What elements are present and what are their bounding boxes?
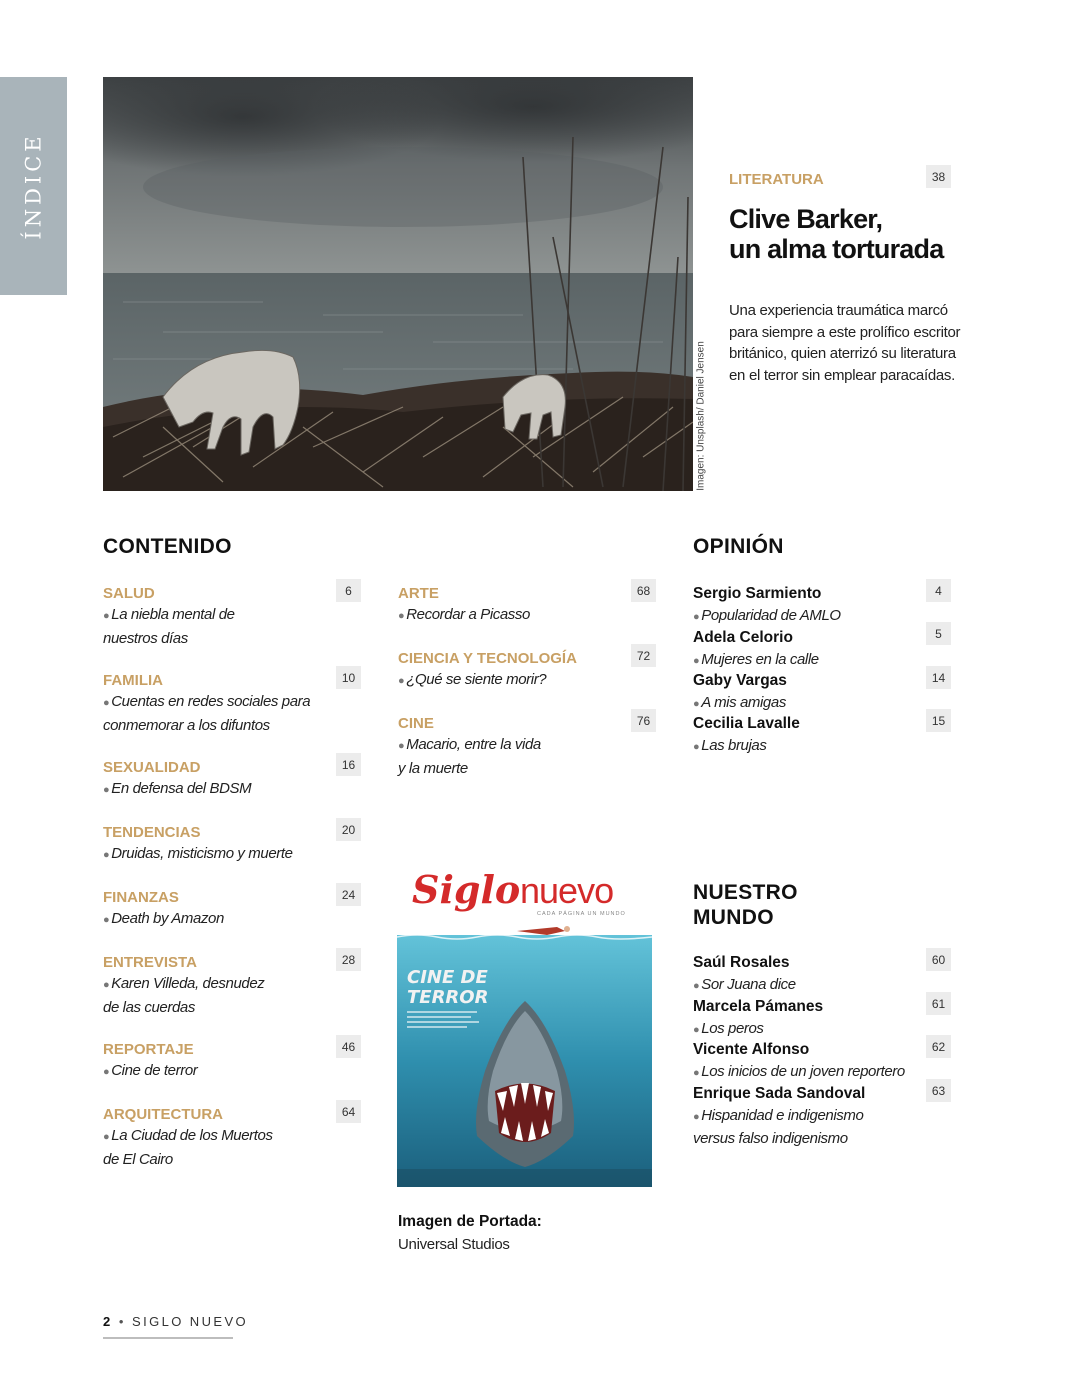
feature-page-number: 38 (926, 165, 951, 188)
author-name: Marcela Pámanes (693, 998, 824, 1015)
cover-headline-line1: CINE DE (407, 967, 488, 988)
toc-page-number: 72 (631, 644, 656, 667)
feature-description: Una experiencia traumática marcó para siempre a este prolífico escritor británico, quien aterrizó su literatura en el terror sin emplear paracaídas. (729, 302, 961, 385)
toc-page-number: 20 (336, 818, 361, 841)
toc-entry[interactable]: SALUD ● La niebla mental de nuestros días (103, 583, 323, 650)
toc-article-title: ● La niebla mental de (103, 606, 235, 623)
nuestro-mundo-page-number: 62 (926, 1035, 951, 1058)
footer-page-number: 2 (103, 1314, 111, 1329)
column-title: ● Hispanidad e indigenismo (693, 1106, 864, 1124)
contenido-heading: CONTENIDO (103, 535, 232, 558)
toc-category: FINANZAS (103, 889, 179, 906)
toc-article-title: ● Karen Villeda, desnudez (103, 975, 265, 992)
column-title: ● Popularidad de AMLO (693, 606, 841, 624)
hero-image-credit: Imagen: Unsplash/ Daniel Jensen (695, 341, 707, 491)
opinion-page-number: 14 (926, 666, 951, 689)
column-title: ● A mis amigas (693, 693, 786, 711)
page-footer (103, 1314, 248, 1329)
toc-category: SALUD (103, 585, 155, 602)
nuestro-mundo-entry[interactable] (693, 952, 923, 997)
toc-article-title: ● Cine de terror (103, 1062, 198, 1079)
toc-article-title: ● Recordar a Picasso (398, 606, 530, 623)
toc-entry[interactable]: FAMILIA ● Cuentas en redes sociales para conmemorar a los difuntos (103, 670, 333, 737)
toc-page-number: 68 (631, 579, 656, 602)
toc-article-title: ● La Ciudad de los Muertos (103, 1127, 273, 1144)
opinion-entry[interactable] (693, 627, 918, 672)
toc-entry[interactable] (398, 648, 628, 693)
opinion-entry[interactable] (693, 713, 918, 758)
toc-category: SEXUALIDAD (103, 759, 201, 776)
toc-entry[interactable] (103, 1039, 333, 1084)
nuestro-mundo-heading: NUESTRO MUNDO (693, 881, 798, 929)
author-name: Saúl Rosales (693, 954, 790, 971)
toc-category: ARTE (398, 585, 439, 602)
column-title: ● Los peros (693, 1019, 764, 1037)
toc-entry[interactable]: ENTREVISTA ● Karen Villeda, desnudez de las cuerdas (103, 952, 333, 1019)
feature-section-label: LITERATURA (729, 171, 824, 188)
cover-logo-word1: Siglo (412, 867, 521, 912)
opinion-heading: OPINIÓN (693, 535, 784, 558)
cover-image[interactable] (397, 861, 652, 1187)
author-name: Adela Celorio (693, 629, 793, 646)
toc-category: FAMILIA (103, 672, 163, 689)
nuestro-mundo-page-number: 60 (926, 948, 951, 971)
toc-page-number: 64 (336, 1100, 361, 1123)
hero-image (103, 77, 693, 491)
feature-title: Clive Barker, un alma torturada (729, 204, 944, 264)
toc-article-title: ● Death by Amazon (103, 910, 224, 927)
author-name: Sergio Sarmiento (693, 585, 822, 602)
nuestro-mundo-entry[interactable] (693, 1039, 923, 1084)
cover-logo-word2: nuevo (520, 870, 614, 911)
opinion-entry[interactable] (693, 583, 918, 628)
author-name: Vicente Alfonso (693, 1041, 810, 1058)
footer-separator: • (118, 1314, 124, 1329)
toc-category: REPORTAJE (103, 1041, 194, 1058)
toc-article-title: ● Druidas, misticismo y muerte (103, 845, 293, 862)
toc-article-title: ● Macario, entre la vida (398, 736, 541, 753)
footer-divider (103, 1337, 233, 1339)
opinion-page-number: 4 (926, 579, 951, 602)
column-title: ● Los inicios de un joven reportero (693, 1062, 905, 1080)
toc-category: ENTREVISTA (103, 954, 197, 971)
toc-entry[interactable] (103, 887, 333, 932)
toc-page-number: 24 (336, 883, 361, 906)
toc-entry[interactable] (398, 583, 628, 628)
toc-entry[interactable]: ARQUITECTURA ● La Ciudad de los Muertos de El Cairo (103, 1104, 333, 1171)
column-title: ● Sor Juana dice (693, 975, 796, 993)
nuestro-mundo-page-number: 61 (926, 992, 951, 1015)
toc-page-number: 10 (336, 666, 361, 689)
author-name: Enrique Sada Sandoval (693, 1085, 866, 1102)
opinion-entry[interactable] (693, 670, 918, 715)
toc-page-number: 28 (336, 948, 361, 971)
author-name: Cecilia Lavalle (693, 715, 800, 732)
toc-category: CINE (398, 715, 434, 732)
toc-entry[interactable] (103, 757, 333, 802)
cover-headline-line2: TERROR (407, 987, 489, 1008)
toc-page-number: 76 (631, 709, 656, 732)
cover-caption-title: Imagen de Portada: (398, 1213, 542, 1230)
cover-tagline: CADA PÁGINA UN MUNDO (537, 911, 626, 917)
toc-page-number: 16 (336, 753, 361, 776)
toc-page-number: 6 (336, 579, 361, 602)
side-tab-label: ÍNDICE (21, 132, 46, 240)
opinion-page-number: 5 (926, 622, 951, 645)
column-title: ● Mujeres en la calle (693, 650, 819, 668)
toc-article-title: ● Cuentas en redes sociales para (103, 693, 311, 710)
toc-category: ARQUITECTURA (103, 1106, 223, 1123)
opinion-page-number: 15 (926, 709, 951, 732)
toc-entry[interactable] (103, 822, 333, 867)
column-title: ● Las brujas (693, 736, 767, 754)
toc-entry[interactable]: CINE ● Macario, entre la vida y la muerte (398, 713, 628, 780)
toc-page-number: 46 (336, 1035, 361, 1058)
cover-caption-credit: Universal Studios (398, 1236, 510, 1253)
author-name: Gaby Vargas (693, 672, 787, 689)
toc-article-title: ● ¿Qué se siente morir? (398, 671, 547, 688)
toc-category: TENDENCIAS (103, 824, 201, 841)
section-side-tab (0, 77, 67, 295)
nuestro-mundo-entry[interactable]: Enrique Sada Sandoval ● Hispanidad e indigenismo versus falso indigenismo (693, 1083, 923, 1150)
footer-brand: SIGLO NUEVO (132, 1314, 249, 1329)
toc-category: CIENCIA Y TECNOLOGÍA (398, 650, 577, 667)
nuestro-mundo-page-number: 63 (926, 1079, 951, 1102)
toc-article-title: ● En defensa del BDSM (103, 780, 252, 797)
nuestro-mundo-entry[interactable] (693, 996, 923, 1041)
